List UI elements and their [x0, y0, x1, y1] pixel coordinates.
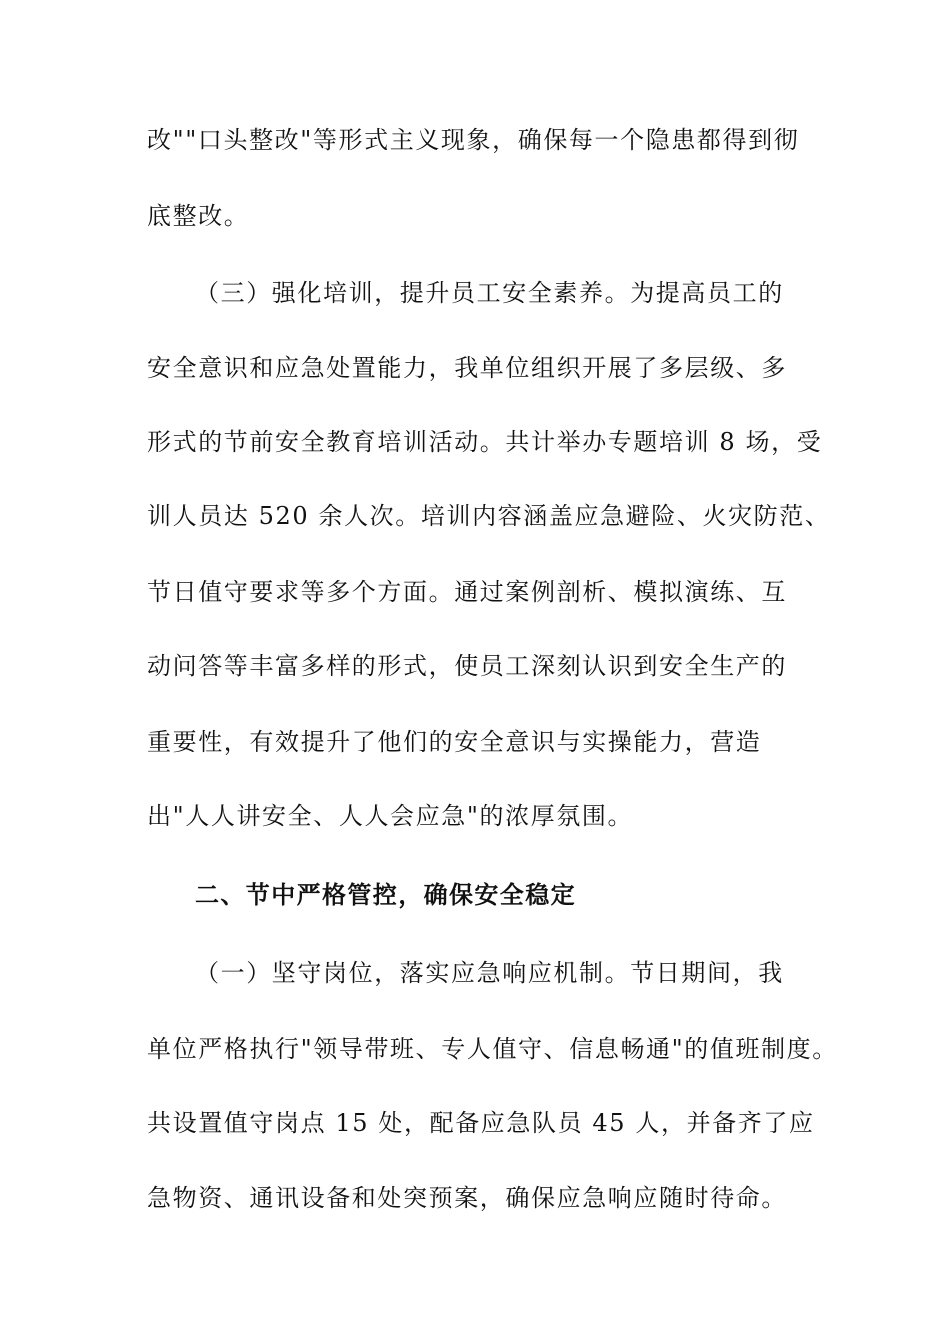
section-heading: 二、节中严格管控，确保安全稳定	[195, 881, 576, 909]
paragraph-line: 改""口头整改"等形式主义现象，确保每一个隐患都得到彻	[147, 126, 800, 154]
paragraph-line: 共设置值守岗点 15 处，配备应急队员 45 人，并备齐了应	[147, 1109, 815, 1137]
paragraph-line: 底整改。	[147, 202, 250, 230]
paragraph-line: 重要性，有效提升了他们的安全意识与实操能力，营造	[147, 728, 762, 756]
paragraph-line: 节日值守要求等多个方面。通过案例剖析、模拟演练、互	[147, 578, 787, 606]
paragraph-line: （一）坚守岗位，落实应急响应机制。节日期间，我	[195, 959, 784, 987]
paragraph-line: 安全意识和应急处置能力，我单位组织开展了多层级、多	[147, 354, 787, 382]
paragraph-line: 急物资、通讯设备和处突预案，确保应急响应随时待命。	[147, 1184, 787, 1212]
paragraph-line: 形式的节前安全教育培训活动。共计举办专题培训 8 场，受	[147, 428, 823, 456]
paragraph-line: 单位严格执行"领导带班、专人值守、信息畅通"的值班制度。	[147, 1035, 838, 1063]
paragraph-line: 训人员达 520 余人次。培训内容涵盖应急避险、火灾防范、	[147, 502, 831, 530]
paragraph-line: 出"人人讲安全、人人会应急"的浓厚氛围。	[147, 802, 634, 830]
paragraph-line: （三）强化培训，提升员工安全素养。为提高员工的	[195, 279, 784, 307]
paragraph-line: 动问答等丰富多样的形式，使员工深刻认识到安全生产的	[147, 652, 787, 680]
